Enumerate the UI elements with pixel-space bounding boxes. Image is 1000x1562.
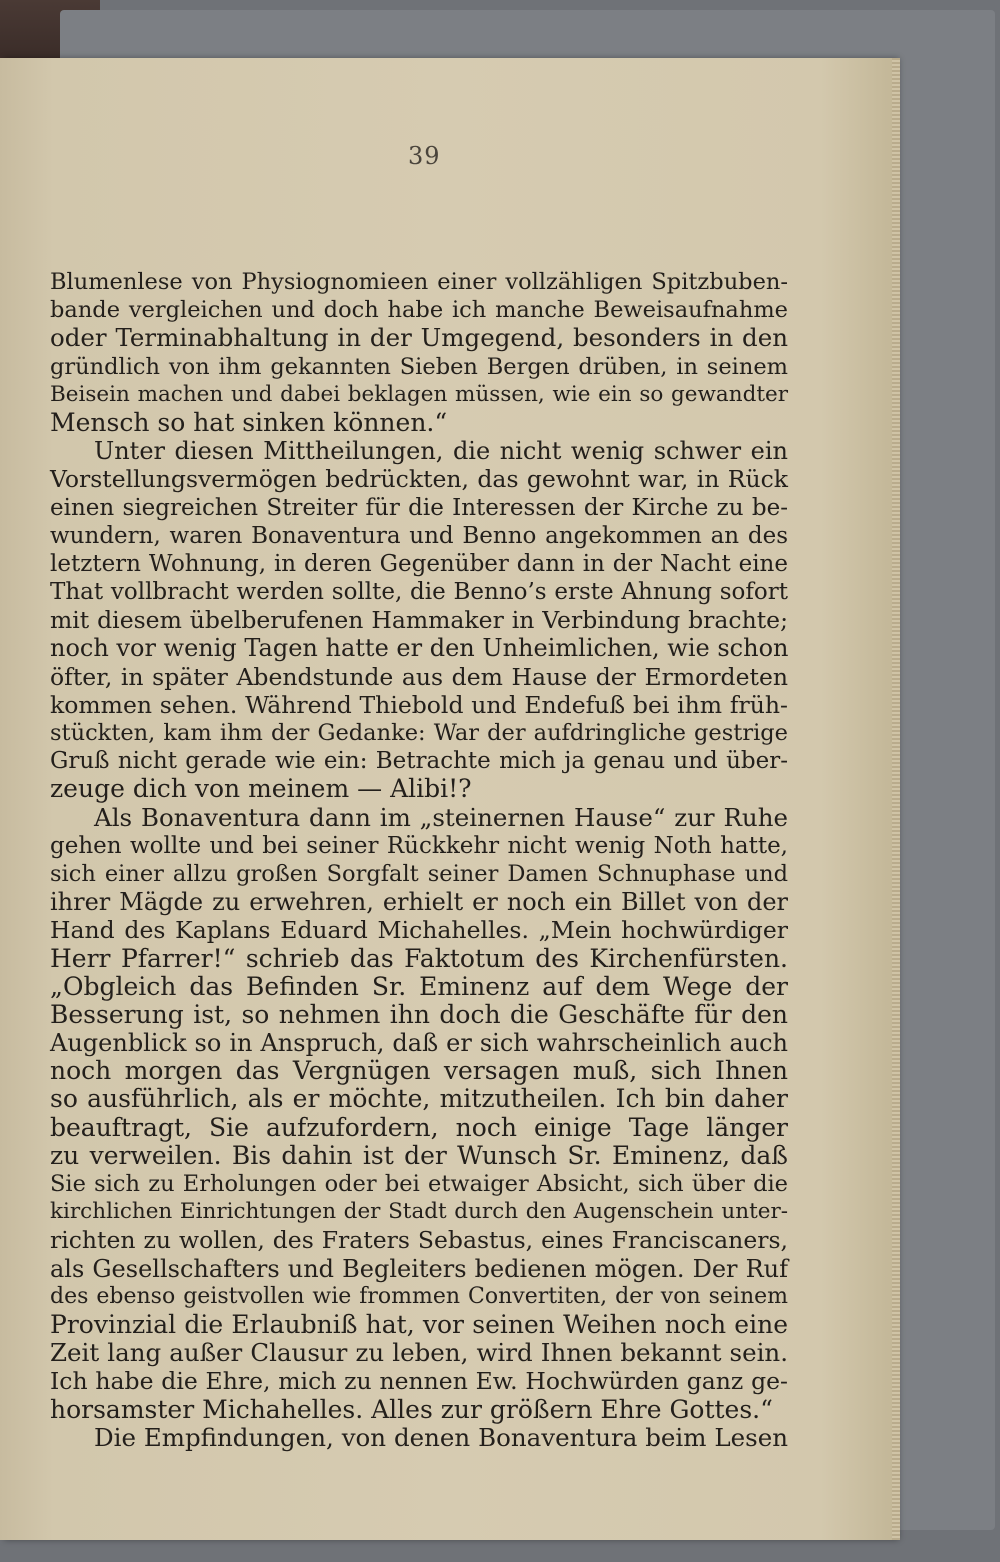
text-line: Zeit lang außer Clausur zu leben, wird Ihnen bekannt sein. xyxy=(50,1338,788,1368)
text-line: Augenblick so in Anspruch, daß er sich wahrscheinlich auch xyxy=(50,1029,788,1058)
text-line: Gruß nicht gerade wie ein: Betrachte mich ja genau und über- xyxy=(50,748,788,775)
text-line: Beisein machen und dabei beklagen müssen, wie ein so gewandter xyxy=(50,381,788,407)
text-line: noch vor wenig Tagen hatte er den Unheimlichen, wie schon xyxy=(50,634,789,663)
text-line: des ebenso geistvollen wie frommen Convertiten, der von seinem xyxy=(50,1283,788,1309)
text-line: Provinzial die Erlaubniß hat, vor seinen Weihen noch eine xyxy=(50,1309,788,1339)
body-text xyxy=(50,268,788,1452)
page-number: 39 xyxy=(408,142,441,170)
text-line: Sie sich zu Erholungen oder bei etwaiger Absicht, sich über die xyxy=(50,1171,788,1197)
book-page xyxy=(0,58,895,1540)
text-line: richten zu wollen, des Fraters Sebastus, eines Franciscaners, xyxy=(50,1226,788,1255)
text-line: That vollbracht werden sollte, die Benno’s erste Ahnung sofort xyxy=(50,579,788,606)
text-line: letztern Wohnung, in deren Gegenüber dann in der Nacht eine xyxy=(50,550,788,577)
text-line: Mensch so hat sinken können.“ xyxy=(50,407,448,437)
text-line: so ausführlich, als er möchte, mitzutheilen. Ich bin daher xyxy=(50,1084,788,1114)
text-line: beauftragt, Sie aufzufordern, noch einige Tage länger xyxy=(50,1112,788,1142)
text-line: Hand des Kaplans Eduard Michahelles. „Mein hochwürdiger xyxy=(50,916,788,945)
text-line: Die Empfindungen, von denen Bonaventura beim Lesen xyxy=(94,1422,788,1452)
text-line: Als Bonaventura dann im „steinernen Hause“ zur Ruhe xyxy=(94,802,788,832)
text-line: einen siegreichen Streiter für die Interessen der Kirche zu be- xyxy=(50,494,788,521)
text-line: kirchlichen Einrichtungen der Stadt durch den Augenschein unter- xyxy=(50,1199,788,1225)
text-line: sich einer allzu großen Sorgfalt seiner Damen Schnuphase und xyxy=(50,860,788,887)
text-line: „Obgleich das Befinden Sr. Eminenz auf dem Wege der xyxy=(50,971,788,1001)
text-line: bande vergleichen und doch habe ich manche Beweisaufnahme xyxy=(50,297,788,324)
text-line: Unter diesen Mittheilungen, die nicht wenig schwer ein xyxy=(94,437,788,466)
text-line: Besserung ist, so nehmen ihn doch die Geschäfte für den xyxy=(50,999,788,1029)
text-line: noch morgen das Vergnügen versagen muß, sich Ihnen xyxy=(50,1056,788,1086)
text-line: kommen sehen. Während Thiebold und Endefuß bei ihm früh- xyxy=(50,690,788,719)
text-line: Ich habe die Ehre, mich zu nennen Ew. Hochwürden ganz ge- xyxy=(50,1367,788,1396)
text-line: wundern, waren Bonaventura und Benno angekommen an des xyxy=(50,522,788,549)
text-line: gründlich von ihm gekannten Sieben Bergen drüben, in seinem xyxy=(50,353,788,380)
text-line: horsamster Michahelles. Alles zur größern Ehre Gottes.“ xyxy=(50,1394,773,1424)
page-edge xyxy=(892,58,900,1540)
text-line: Blumenlese von Physiognomieen einer vollzähligen Spitzbuben- xyxy=(50,269,788,295)
text-line: gehen wollte und bei seiner Rückkehr nicht wenig Noth hatte, xyxy=(50,832,788,859)
text-line: zeuge dich von meinem — Alibi!? xyxy=(50,774,472,804)
text-line: öfter, in später Abendstunde aus dem Hause der Ermordeten xyxy=(50,662,788,691)
text-line: stückten, kam ihm der Gedanke: War der aufdringliche gestrige xyxy=(50,720,788,746)
text-line: ihrer Mägde zu erwehren, erhielt er noch ein Billet von der xyxy=(50,888,788,917)
text-line: Herr Pfarrer!“ schrieb das Faktotum des Kirchenfürsten. xyxy=(50,943,788,973)
text-line: mit diesem übelberufenen Hammaker in Verbindung brachte; xyxy=(50,606,788,635)
text-line: oder Terminabhaltung in der Umgegend, besonders in den xyxy=(50,323,788,353)
text-line: zu verweilen. Bis dahin ist der Wunsch Sr. Eminenz, daß xyxy=(50,1140,788,1170)
text-line: Vorstellungsvermögen bedrückten, das gewohnt war, in Rück xyxy=(50,465,788,494)
text-line: als Gesellschafters und Begleiters bedienen mögen. Der Ruf xyxy=(50,1254,788,1283)
